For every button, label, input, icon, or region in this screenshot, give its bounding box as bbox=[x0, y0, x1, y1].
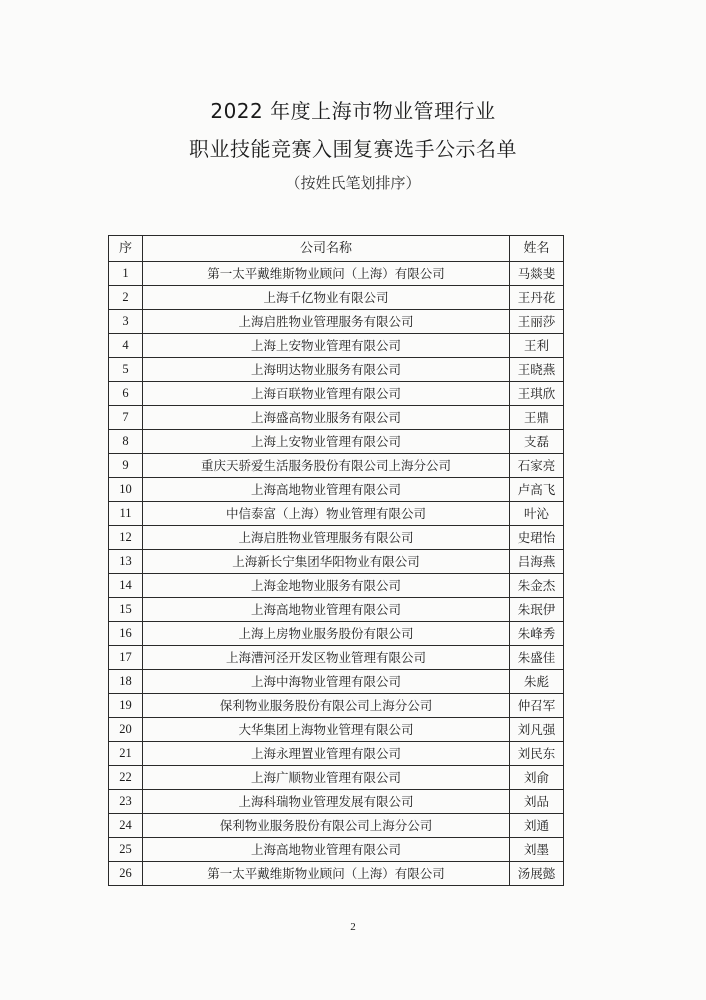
row-company-name: 上海上安物业管理有限公司 bbox=[143, 430, 510, 454]
document-title-line-1: 2022 年度上海市物业管理行业 bbox=[210, 99, 496, 123]
row-serial-number: 16 bbox=[109, 622, 143, 646]
table-row bbox=[109, 502, 564, 526]
header-serial-number: 序 bbox=[109, 236, 143, 262]
table-row bbox=[109, 862, 564, 886]
contestant-table bbox=[108, 235, 564, 886]
document-subtitle: （按姓氏笔划排序） bbox=[285, 174, 421, 192]
row-person-name: 朱峰秀 bbox=[510, 622, 564, 646]
row-serial-number: 12 bbox=[109, 526, 143, 550]
row-serial-number: 18 bbox=[109, 670, 143, 694]
row-person-name: 朱彪 bbox=[510, 670, 564, 694]
row-company-name: 上海百联物业管理有限公司 bbox=[143, 382, 510, 406]
table-row bbox=[109, 694, 564, 718]
row-company-name: 保利物业服务股份有限公司上海分公司 bbox=[143, 814, 510, 838]
row-serial-number: 23 bbox=[109, 790, 143, 814]
row-person-name: 刘品 bbox=[510, 790, 564, 814]
row-company-name: 上海千亿物业有限公司 bbox=[143, 286, 510, 310]
row-person-name: 朱金杰 bbox=[510, 574, 564, 598]
row-serial-number: 24 bbox=[109, 814, 143, 838]
row-serial-number: 10 bbox=[109, 478, 143, 502]
row-person-name: 支磊 bbox=[510, 430, 564, 454]
row-company-name: 上海广顺物业管理有限公司 bbox=[143, 766, 510, 790]
row-company-name: 上海金地物业服务有限公司 bbox=[143, 574, 510, 598]
row-serial-number: 7 bbox=[109, 406, 143, 430]
row-company-name: 上海盛高物业服务有限公司 bbox=[143, 406, 510, 430]
row-company-name: 上海科瑞物业管理发展有限公司 bbox=[143, 790, 510, 814]
row-serial-number: 21 bbox=[109, 742, 143, 766]
row-serial-number: 19 bbox=[109, 694, 143, 718]
row-company-name: 上海启胜物业管理服务有限公司 bbox=[143, 526, 510, 550]
row-company-name: 保利物业服务股份有限公司上海分公司 bbox=[143, 694, 510, 718]
table-row bbox=[109, 646, 564, 670]
table-row bbox=[109, 550, 564, 574]
row-company-name: 上海启胜物业管理服务有限公司 bbox=[143, 310, 510, 334]
row-company-name: 上海中海物业管理有限公司 bbox=[143, 670, 510, 694]
table-row bbox=[109, 766, 564, 790]
row-person-name: 叶沁 bbox=[510, 502, 564, 526]
row-company-name: 大华集团上海物业管理有限公司 bbox=[143, 718, 510, 742]
row-serial-number: 15 bbox=[109, 598, 143, 622]
row-person-name: 王鼎 bbox=[510, 406, 564, 430]
table-row bbox=[109, 454, 564, 478]
row-company-name: 第一太平戴维斯物业顾问（上海）有限公司 bbox=[143, 862, 510, 886]
row-person-name: 王丽莎 bbox=[510, 310, 564, 334]
row-company-name: 上海明达物业服务有限公司 bbox=[143, 358, 510, 382]
page-number: 2 bbox=[350, 921, 356, 933]
table-row bbox=[109, 670, 564, 694]
table-row bbox=[109, 742, 564, 766]
row-company-name: 上海新长宁集团华阳物业有限公司 bbox=[143, 550, 510, 574]
row-person-name: 王琪欣 bbox=[510, 382, 564, 406]
row-person-name: 仲召军 bbox=[510, 694, 564, 718]
table-row bbox=[109, 790, 564, 814]
row-person-name: 吕海燕 bbox=[510, 550, 564, 574]
row-company-name: 上海高地物业管理有限公司 bbox=[143, 838, 510, 862]
row-serial-number: 17 bbox=[109, 646, 143, 670]
row-person-name: 王晓燕 bbox=[510, 358, 564, 382]
row-company-name: 中信泰富（上海）物业管理有限公司 bbox=[143, 502, 510, 526]
table-row bbox=[109, 526, 564, 550]
row-company-name: 上海高地物业管理有限公司 bbox=[143, 598, 510, 622]
row-serial-number: 25 bbox=[109, 838, 143, 862]
row-person-name: 史珺怡 bbox=[510, 526, 564, 550]
row-person-name: 刘民东 bbox=[510, 742, 564, 766]
table-header-row bbox=[109, 236, 564, 262]
row-serial-number: 26 bbox=[109, 862, 143, 886]
table-row bbox=[109, 406, 564, 430]
document-title-line-2: 职业技能竞赛入围复赛选手公示名单 bbox=[189, 137, 517, 161]
table-row bbox=[109, 358, 564, 382]
row-serial-number: 6 bbox=[109, 382, 143, 406]
row-person-name: 汤展懿 bbox=[510, 862, 564, 886]
header-company-name: 公司名称 bbox=[143, 236, 510, 262]
row-company-name: 上海高地物业管理有限公司 bbox=[143, 478, 510, 502]
table-body bbox=[109, 262, 564, 886]
row-company-name: 上海上房物业服务股份有限公司 bbox=[143, 622, 510, 646]
row-serial-number: 20 bbox=[109, 718, 143, 742]
row-person-name: 卢高飞 bbox=[510, 478, 564, 502]
table-row bbox=[109, 310, 564, 334]
row-serial-number: 3 bbox=[109, 310, 143, 334]
row-person-name: 刘通 bbox=[510, 814, 564, 838]
row-serial-number: 8 bbox=[109, 430, 143, 454]
row-company-name: 重庆天骄爱生活服务股份有限公司上海分公司 bbox=[143, 454, 510, 478]
row-person-name: 刘墨 bbox=[510, 838, 564, 862]
row-serial-number: 2 bbox=[109, 286, 143, 310]
row-person-name: 石家亮 bbox=[510, 454, 564, 478]
row-company-name: 上海上安物业管理有限公司 bbox=[143, 334, 510, 358]
row-company-name: 第一太平戴维斯物业顾问（上海）有限公司 bbox=[143, 262, 510, 286]
table-row bbox=[109, 334, 564, 358]
table-row bbox=[109, 382, 564, 406]
row-person-name: 马燚斐 bbox=[510, 262, 564, 286]
row-person-name: 朱盛佳 bbox=[510, 646, 564, 670]
table-row bbox=[109, 430, 564, 454]
row-serial-number: 1 bbox=[109, 262, 143, 286]
table-row bbox=[109, 262, 564, 286]
table-row bbox=[109, 574, 564, 598]
row-serial-number: 9 bbox=[109, 454, 143, 478]
row-company-name: 上海漕河泾开发区物业管理有限公司 bbox=[143, 646, 510, 670]
row-person-name: 刘凡强 bbox=[510, 718, 564, 742]
table-row bbox=[109, 622, 564, 646]
row-serial-number: 13 bbox=[109, 550, 143, 574]
row-serial-number: 4 bbox=[109, 334, 143, 358]
row-company-name: 上海永理置业管理有限公司 bbox=[143, 742, 510, 766]
table-row bbox=[109, 838, 564, 862]
table-row bbox=[109, 478, 564, 502]
row-serial-number: 11 bbox=[109, 502, 143, 526]
table-row bbox=[109, 814, 564, 838]
header-person-name: 姓名 bbox=[510, 236, 564, 262]
row-serial-number: 5 bbox=[109, 358, 143, 382]
table-row bbox=[109, 286, 564, 310]
row-serial-number: 14 bbox=[109, 574, 143, 598]
row-person-name: 刘俞 bbox=[510, 766, 564, 790]
row-person-name: 王利 bbox=[510, 334, 564, 358]
row-person-name: 朱珉伊 bbox=[510, 598, 564, 622]
row-person-name: 王丹花 bbox=[510, 286, 564, 310]
table-row bbox=[109, 718, 564, 742]
row-serial-number: 22 bbox=[109, 766, 143, 790]
table-row bbox=[109, 598, 564, 622]
